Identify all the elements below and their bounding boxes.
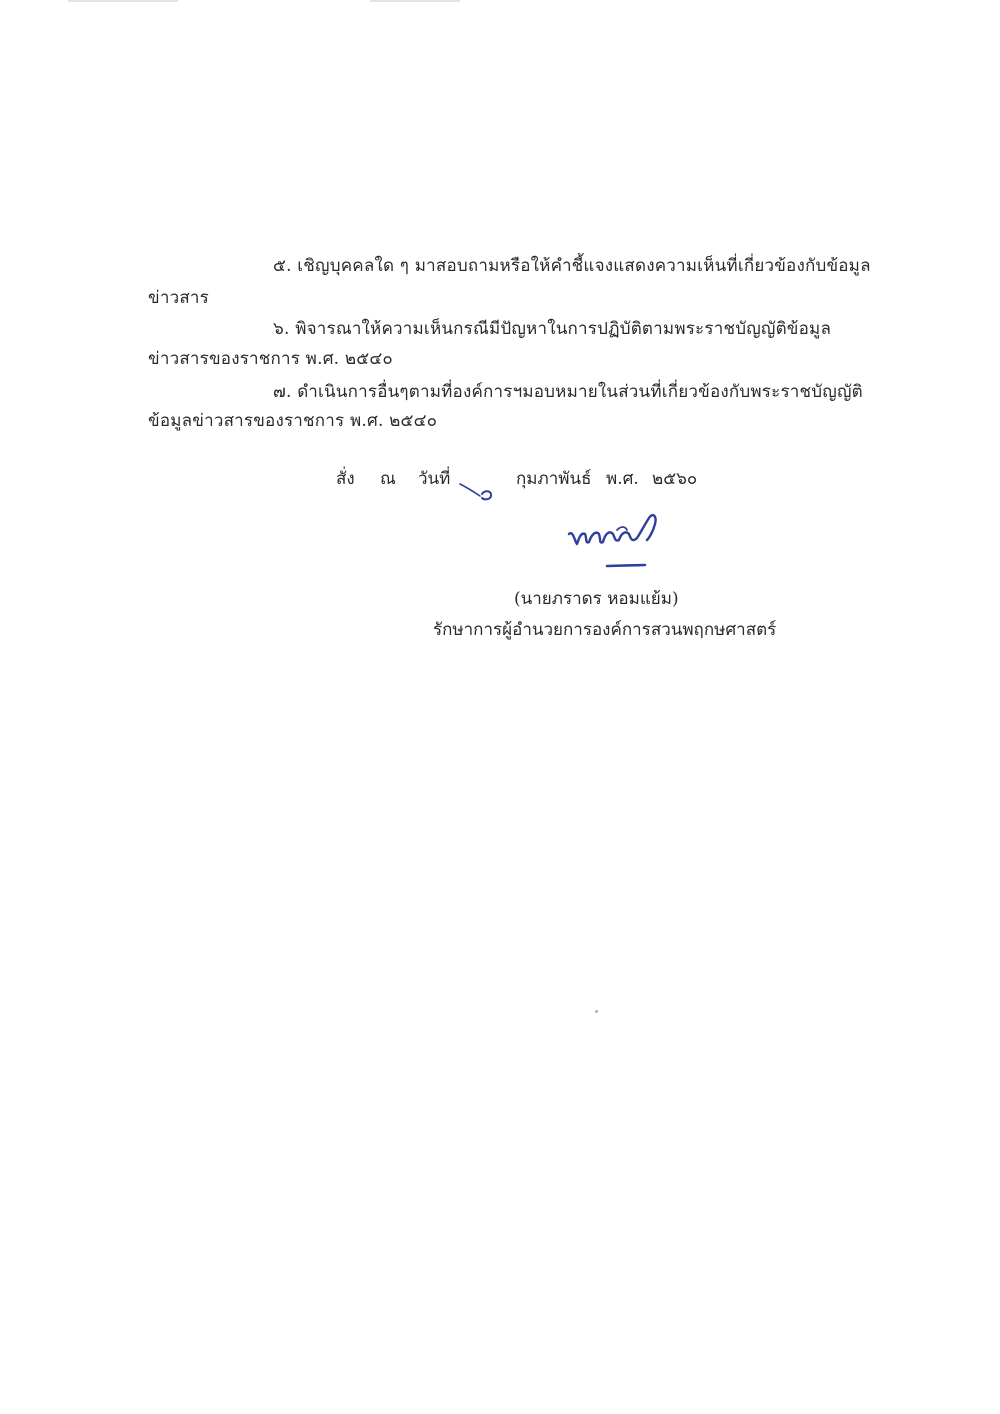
item-6-line-2: ข่าวสารของราชการ พ.ศ. ๒๕๔๐ <box>148 349 394 369</box>
scan-speck <box>595 1010 598 1013</box>
signatory-title: รักษาการผู้อำนวยการองค์การสวนพฤกษศาสตร์ <box>433 620 777 640</box>
item-6-line-1: ๖. พิจารณาให้ความเห็นกรณีมีปัญหาในการปฏิบัติตามพระราชบัญญัติข้อมูล <box>273 319 832 339</box>
year-value: ๒๕๖๐ <box>652 469 698 489</box>
scan-edge-mark <box>370 0 460 2</box>
handwritten-signature <box>565 508 665 572</box>
signatory-name: (นายภราดร หอมแย้ม) <box>514 589 679 609</box>
day-label: วันที่ <box>418 469 451 489</box>
handwritten-day-numeral <box>458 482 506 504</box>
scan-edge-mark <box>68 0 178 2</box>
item-7-line-1: ๗. ดำเนินการอื่นๆตามที่องค์การฯมอบหมายในส่วนที่เกี่ยวข้องกับพระราชบัญญัติ <box>273 382 863 402</box>
item-7-line-2: ข้อมูลข่าวสารของราชการ พ.ศ. ๒๕๔๐ <box>148 411 438 431</box>
item-5-line-1: ๕. เชิญบุคคลใด ๆ มาสอบถามหรือให้คำชี้แจงแสดงความเห็นที่เกี่ยวข้องกับข้อมูล <box>273 256 871 276</box>
order-word: สั่ง <box>336 469 355 489</box>
era-label: พ.ศ. <box>606 469 639 489</box>
at-word: ณ <box>380 469 396 489</box>
item-5-line-2: ข่าวสาร <box>148 288 209 308</box>
month-name: กุมภาพันธ์ <box>516 469 592 489</box>
